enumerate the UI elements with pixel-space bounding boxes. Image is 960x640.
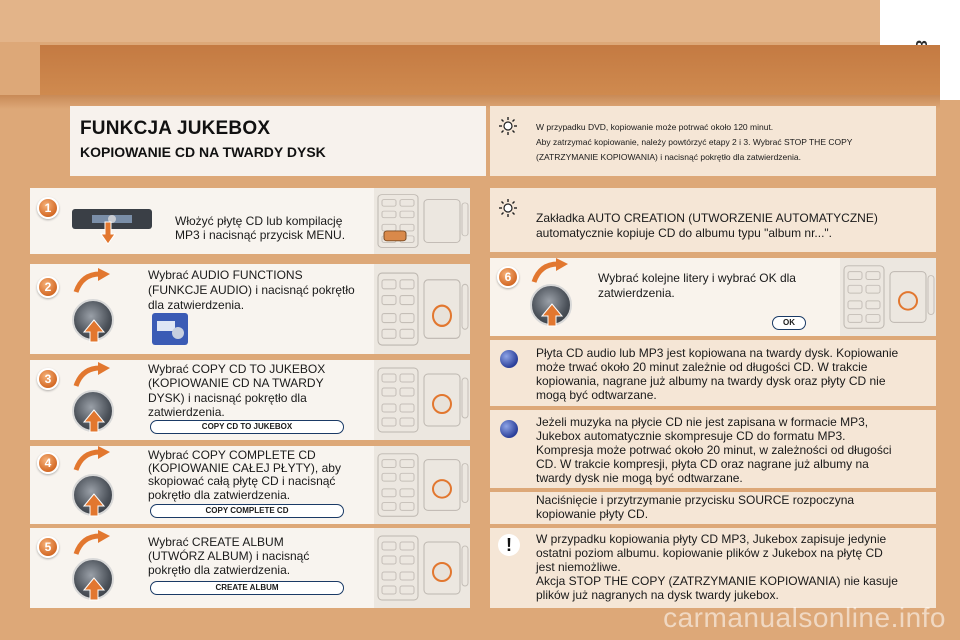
step-5-line-2: (UTWÓRZ ALBUM) i nacisnąć [148,549,310,563]
source-line-1: Naciśnięcie i przytrzymanie przycisku SOURCE rozpoczyna [536,493,855,507]
step-3-line-4: zatwierdzenia. [148,405,225,419]
step-2-line-3: dla zatwierdzenia. [148,298,245,312]
step-4-badge: 4 [37,452,59,474]
info-icon [500,420,518,438]
warning-line-5: plików już nagranych na dysk twardy jukebox. [536,588,779,602]
compression-line-3: Kompresja może potrwać około 20 minut, w zależności od długości [536,443,892,457]
tip-icon [498,116,518,136]
insert-arrow-icon [97,220,119,246]
step-4-line-4: pokrętło dla zatwierdzenia. [148,488,291,502]
step-3-badge: 3 [37,368,59,390]
step-5-line-3: pokrętło dla zatwierdzenia. [148,563,291,577]
top-note-line-3: (ZATRZYMANIE KOPIOWANIA) i nacisnąć pokrętło dla zatwierdzenia. [536,152,801,162]
step-6-line-2: zatwierdzenia. [598,286,675,300]
top-band [0,0,880,42]
step-6-line-1: Wybrać kolejne litery i wybrać OK dla [598,271,796,285]
step-3-line-3: DYSK) i nacisnąć pokrętło dla [148,391,307,405]
step-2-line-2: (FUNKCJE AUDIO) i nacisnąć pokrętło [148,283,355,297]
tip-icon [498,198,518,218]
page-title: FUNKCJA JUKEBOX [80,118,271,139]
rotate-arrow-icon [72,446,112,472]
step-6-badge: 6 [497,266,519,288]
warning-line-2: ostatni poziom albumu. kopiowanie plików z Jukebox na płytę CD [536,546,883,560]
step-2-line-1: Wybrać AUDIO FUNCTIONS [148,268,303,282]
step-5-line-1: Wybrać CREATE ALBUM [148,535,284,549]
warning-line-4: Akcja STOP THE COPY (ZATRZYMANIE KOPIOWANIA) nie kasuje [536,574,898,588]
warning-icon: ! [498,534,520,556]
step-1-badge: 1 [37,197,59,219]
step-1-line-1: Włożyć płytę CD lub kompilację [175,214,343,228]
copy-cd-to-jukebox-option[interactable]: COPY CD TO JUKEBOX [150,420,344,434]
compression-line-1: Jeżeli muzyka na płycie CD nie jest zapisana w formacie MP3, [536,415,869,429]
step-6-panel-image [840,258,936,336]
step-1-line-2: MP3 i nacisnąć przycisk MENU. [175,228,346,242]
press-arrow-icon [80,492,108,518]
copy-time-line-1: Płyta CD audio lub MP3 jest kopiowana na twardy dysk. Kopiowanie [536,346,899,360]
top-note-line-2: Aby zatrzymać kopiowanie, należy powtórzyć etapy 2 i 3. Wybrać STOP THE COPY [536,137,853,147]
info-icon [500,350,518,368]
compression-line-4: CD. W trakcie kompresji, płyta CD oraz nagrane już albumy na [536,457,869,471]
ok-button[interactable]: OK [772,316,806,330]
rotate-arrow-icon [72,530,112,556]
step-3-panel-image [374,360,470,440]
copy-time-line-4: mogą być odtwarzane. [536,388,657,402]
compression-line-5: twardy dysk nie mogą być odtwarzane. [536,471,743,485]
step-5-badge: 5 [37,536,59,558]
step-4-line-2: (KOPIOWANIE CAŁEJ PŁYTY), aby [148,461,341,475]
page-subtitle: KOPIOWANIE CD NA TWARDY DYSK [80,144,326,160]
step-4-line-1: Wybrać COPY COMPLETE CD [148,448,316,462]
title-box [70,106,486,176]
section-band [40,45,940,95]
rotate-arrow-icon [530,258,570,284]
copy-time-line-2: może trwać około 20 minut zależnie od długości CD. W trakcie [536,360,868,374]
press-arrow-icon [538,302,566,328]
step-5-panel-image [374,528,470,608]
press-arrow-icon [80,318,108,344]
step-4-line-3: skopiować całą płytę CD i nacisnąć [148,474,336,488]
press-arrow-icon [80,408,108,434]
step-3-line-1: Wybrać COPY CD TO JUKEBOX [148,362,326,376]
compression-line-2: Jukebox automatycznie skompresuje CD do formatu MP3. [536,429,846,443]
step-2-badge: 2 [37,276,59,298]
source-line-2: kopiowanie płyty CD. [536,507,649,521]
step-4-panel-image [374,446,470,524]
warning-line-3: jest niemożliwe. [536,560,621,574]
create-album-option[interactable]: CREATE ALBUM [150,581,344,595]
step-1-panel-image [374,188,470,254]
step-2-panel-image [374,264,470,354]
copy-time-line-3: kopiowania, nagrane już albumy na twardy dysk oraz płyty CD nie [536,374,886,388]
auto-creation-line-2: automatycznie kopiuje CD do albumu typu "album nr...". [536,226,833,240]
warning-line-1: W przypadku kopiowania płyty CD MP3, Jukebox zapisuje jedynie [536,532,887,546]
auto-creation-line-1: Zakładka AUTO CREATION (UTWORZENIE AUTOMATYCZNE) [536,211,878,225]
audio-functions-icon [152,313,188,345]
top-note-line-1: W przypadku DVD, kopiowanie może potrwać około 120 minut. [536,122,774,132]
copy-complete-cd-option[interactable]: COPY COMPLETE CD [150,504,344,518]
rotate-arrow-icon [72,362,112,388]
press-arrow-icon [80,576,108,602]
watermark: carmanualsonline.info [663,602,946,633]
step-3-line-2: (KOPIOWANIE CD NA TWARDY [148,376,324,390]
rotate-arrow-icon [72,268,112,294]
